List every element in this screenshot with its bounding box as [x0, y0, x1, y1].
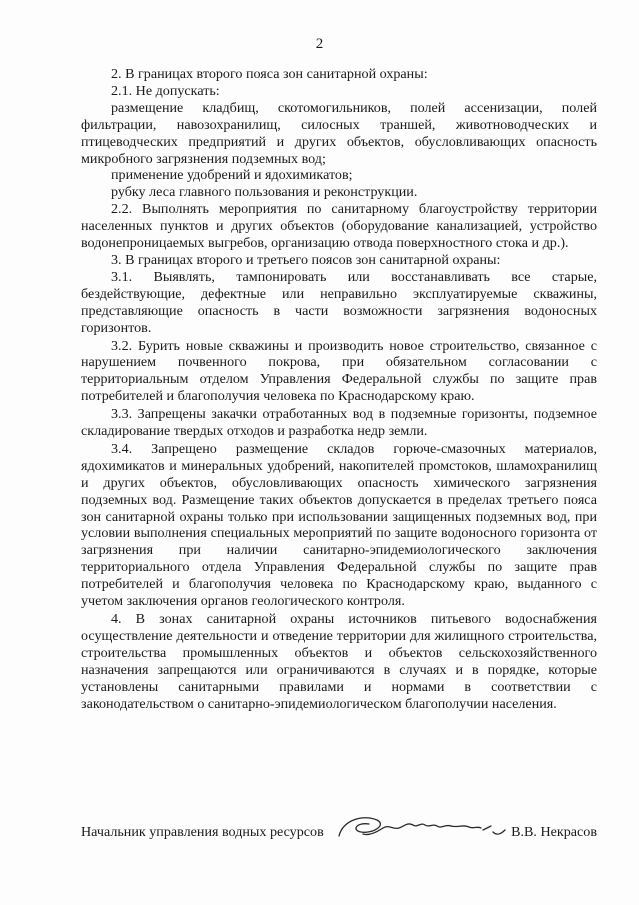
paragraph-2-1-item-logging: рубку леса главного пользования и реконструкции.: [111, 184, 418, 201]
paragraph-3-4: 3.4. Запрещено размещение складов горюче-смазочных материалов, ядохимикатов и минеральных удобрений, накопителей промстоков, шламохранилищ и других объектов, обусловливающих опасность химического загрязнения подземных вод. Размещение таких объектов допускается в пределах третьего пояса зон санитарной охраны только при использовании защищенных подземных вод, при условии выполнения специальных мероприятий по защите водоносного горизонта от загрязнения при наличии санитарно-эпидемиологического заключения территориального отдела Управления Федеральной службы по защите прав потребителей и благополучия человека по Краснодарскому краю, выданного с учетом заключения органов геологического контроля.: [81, 440, 597, 610]
paragraph-3-3: 3.3. Запрещены закачки отработанных вод в подземные горизонты, подземное складирование твердых отходов и разработка недр земли.: [81, 406, 597, 440]
page-number: 2: [315, 36, 324, 52]
paragraph-3-heading: 3. В границах второго и третьего поясов зон санитарной охраны:: [111, 251, 501, 268]
document-body: [81, 66, 597, 712]
paragraph-4: 4. В зонах санитарной охраны источников питьевого водоснабжения осуществление деятельности и отведение территории для жилищного строительства, строительства промышленных объектов и объектов сельскохозяйственного назначения запрещаются или ограничиваются в случаях и в порядке, которые установлены санитарными правилами и нормами в соответствии с законодательством о санитарно-эпидемиологическом благополучии населения.: [81, 611, 597, 712]
paragraph-2-1-item-fertilizers: применение удобрений и ядохимикатов;: [111, 167, 353, 184]
paragraph-2-heading: 2. В границах второго пояса зон санитарной охраны:: [111, 66, 428, 82]
handwritten-signature: [333, 810, 508, 844]
paragraph-2-1: 2.1. Не допускать:: [111, 82, 220, 99]
paragraph-3-1: 3.1. Выявлять, тампонировать или восстанавливать все старые, бездействующие, дефектные или неправильно эксплуатируемые скважины, представляющие опасность в части возможности загрязнения водоносных горизонтов.: [81, 268, 597, 336]
signatory-title: Начальник управления водных ресурсов: [81, 824, 324, 840]
paragraph-2-2: 2.2. Выполнять мероприятия по санитарному благоустройству территории населенных пунктов и других объектов (оборудование канализацией, устройство водонепроницаемых выгребов, организацию отвода поверхностного стока и др.).: [81, 201, 597, 252]
paragraph-3-2: 3.2. Бурить новые скважины и производить новое строительство, связанное с нарушением почвенного покрова, при обязательном согласовании с территориальным отделом Управления Федеральной службы по защите прав потребителей и благополучия человека по Краснодарскому краю.: [81, 337, 597, 405]
paragraph-2-1-item-cemeteries: размещение кладбищ, скотомогильников, полей ассенизации, полей фильтрации, навозохранилищ, силосных траншей, животноводческих и птицеводческих предприятий и других объектов, обусловливающих опасность микробного загрязнения подземных вод;: [81, 99, 597, 167]
signatory-name: В.В. Некрасов: [511, 824, 597, 840]
